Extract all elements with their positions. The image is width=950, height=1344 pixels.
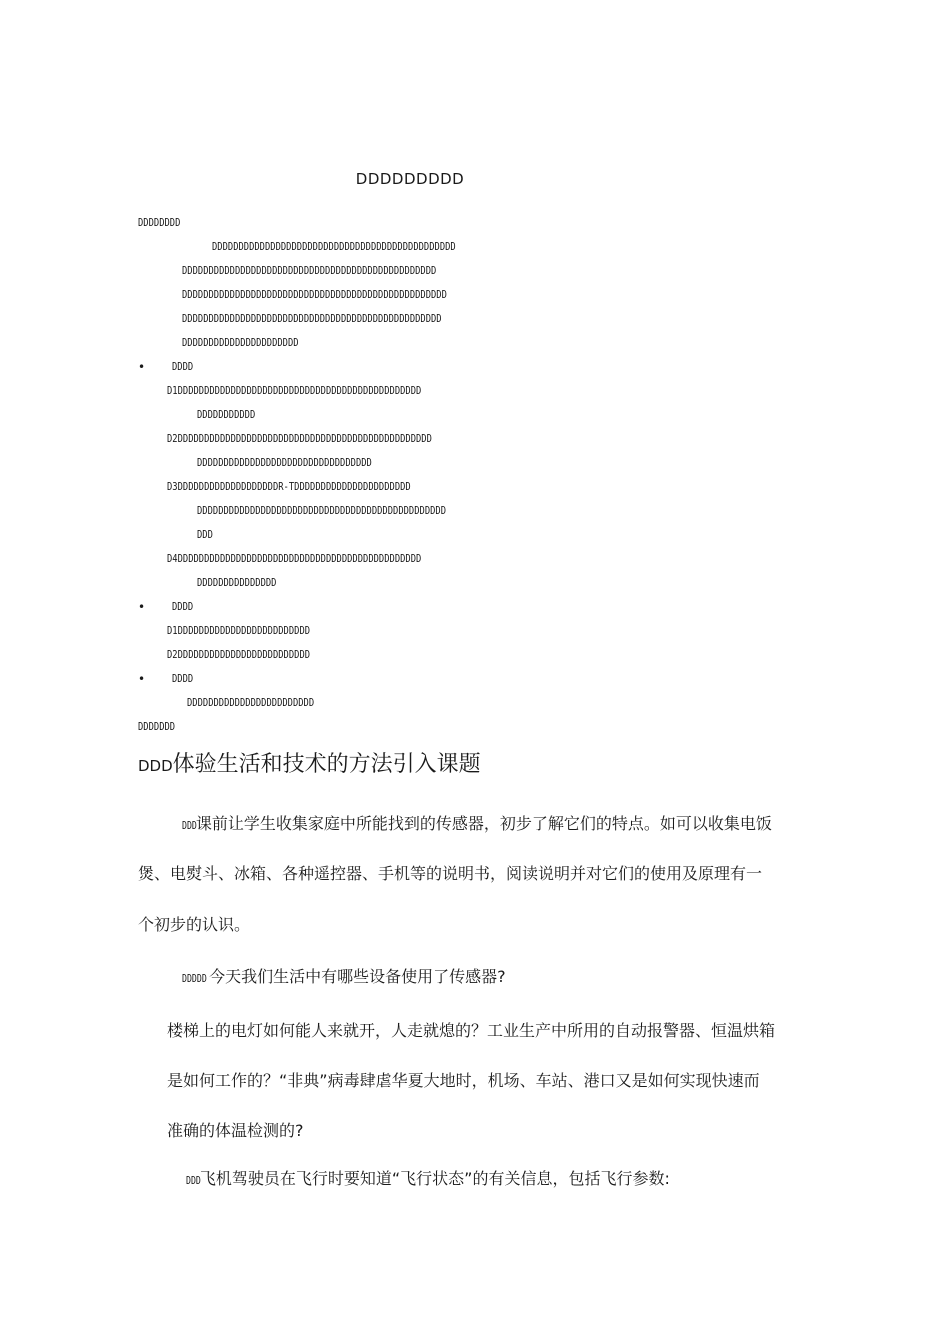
group2-item-1: D1DDDDDDDDDDDDDDDDDDDDDDDDD bbox=[167, 624, 311, 637]
group1-item-1-cont: DDDDDDDDDDD bbox=[197, 408, 256, 421]
intro-line-1: DDDDDDDDDDDDDDDDDDDDDDDDDDDDDDDDDDDDDDDDDDDDDD bbox=[212, 240, 456, 253]
heading-text: 体验生活和技术的方法引入课题 bbox=[172, 752, 481, 777]
bullet-icon: • bbox=[138, 672, 146, 686]
group2-label: DDDD bbox=[172, 600, 194, 613]
section-label: DDDDDDDD bbox=[138, 216, 181, 229]
document-title: DDDDDDDDD bbox=[355, 170, 465, 188]
paragraph-1-text: 课前让学生收集家庭中所能找到的传感器，初步了解它们的特点。如可以收集电饭 bbox=[195, 814, 772, 833]
group1-label: DDDD bbox=[172, 360, 194, 373]
paragraph-2-text: 今天我们生活中有哪些设备使用了传感器? bbox=[209, 967, 506, 986]
intro-line-2: DDDDDDDDDDDDDDDDDDDDDDDDDDDDDDDDDDDDDDDDDDDDDDDD bbox=[182, 264, 437, 277]
bullet-icon: • bbox=[138, 600, 146, 614]
paragraph-1-line-2: 煲、电熨斗、冰箱、各种遥控器、手机等的说明书，阅读说明并对它们的使用及原理有一 bbox=[138, 864, 763, 883]
group1-item-4: D4DDDDDDDDDDDDDDDDDDDDDDDDDDDDDDDDDDDDDDDDDDDDDD bbox=[167, 552, 422, 565]
group1-item-3: D3DDDDDDDDDDDDDDDDDDDR-TDDDDDDDDDDDDDDDDDDDDDD bbox=[167, 480, 411, 493]
intro-line-5: DDDDDDDDDDDDDDDDDDDDDD bbox=[182, 336, 299, 349]
paragraph-3-line-1: 楼梯上的电灯如何能人来就开，人走就熄的？工业生产中所用的自动报警器、恒温烘箱 bbox=[167, 1021, 776, 1040]
group1-item-2: D2DDDDDDDDDDDDDDDDDDDDDDDDDDDDDDDDDDDDDDDDDDDDDDDD bbox=[167, 432, 432, 445]
group1-item-3-cont2: DDD bbox=[197, 528, 213, 541]
paragraph-4 bbox=[186, 1168, 670, 1192]
paragraph-3-line-2: 是如何工作的？“非典”病毒肆虐华夏大地时，机场、车站、港口又是如何实现快速而 bbox=[167, 1071, 760, 1090]
heading-lead: DDD bbox=[138, 757, 173, 775]
group1-item-4-cont: DDDDDDDDDDDDDDD bbox=[197, 576, 277, 589]
paragraph-2-lead: DDDDD bbox=[182, 972, 207, 985]
bullet-icon: • bbox=[138, 360, 146, 374]
intro-line-4: DDDDDDDDDDDDDDDDDDDDDDDDDDDDDDDDDDDDDDDDDDDDDDDDD bbox=[182, 312, 442, 325]
paragraph-4-text: 飞机驾驶员在飞行时要知道“飞行状态”的有关信息，包括飞行参数: bbox=[199, 1169, 670, 1188]
closing-label: DDDDDDD bbox=[138, 720, 176, 733]
group1-item-2-cont: DDDDDDDDDDDDDDDDDDDDDDDDDDDDDDDDD bbox=[197, 456, 372, 469]
group1-item-1: D1DDDDDDDDDDDDDDDDDDDDDDDDDDDDDDDDDDDDDDDDDDDDDD bbox=[167, 384, 422, 397]
paragraph-1-lead: DDD bbox=[182, 819, 197, 832]
paragraph-4-lead: DDD bbox=[186, 1174, 201, 1187]
group3-label: DDDD bbox=[172, 672, 194, 685]
paragraph-1-line-1 bbox=[182, 813, 772, 837]
intro-line-3: DDDDDDDDDDDDDDDDDDDDDDDDDDDDDDDDDDDDDDDDDDDDDDDDDD bbox=[182, 288, 447, 301]
group1-item-3-cont: DDDDDDDDDDDDDDDDDDDDDDDDDDDDDDDDDDDDDDDDDDDDDDD bbox=[197, 504, 447, 517]
section-heading bbox=[138, 750, 481, 781]
group2-item-2: D2DDDDDDDDDDDDDDDDDDDDDDDDD bbox=[167, 648, 311, 661]
paragraph-1-line-3: 个初步的认识。 bbox=[138, 915, 251, 934]
paragraph-2 bbox=[182, 966, 506, 990]
group3-line: DDDDDDDDDDDDDDDDDDDDDDDD bbox=[187, 696, 315, 709]
paragraph-3-line-3: 准确的体温检测的? bbox=[167, 1121, 304, 1140]
